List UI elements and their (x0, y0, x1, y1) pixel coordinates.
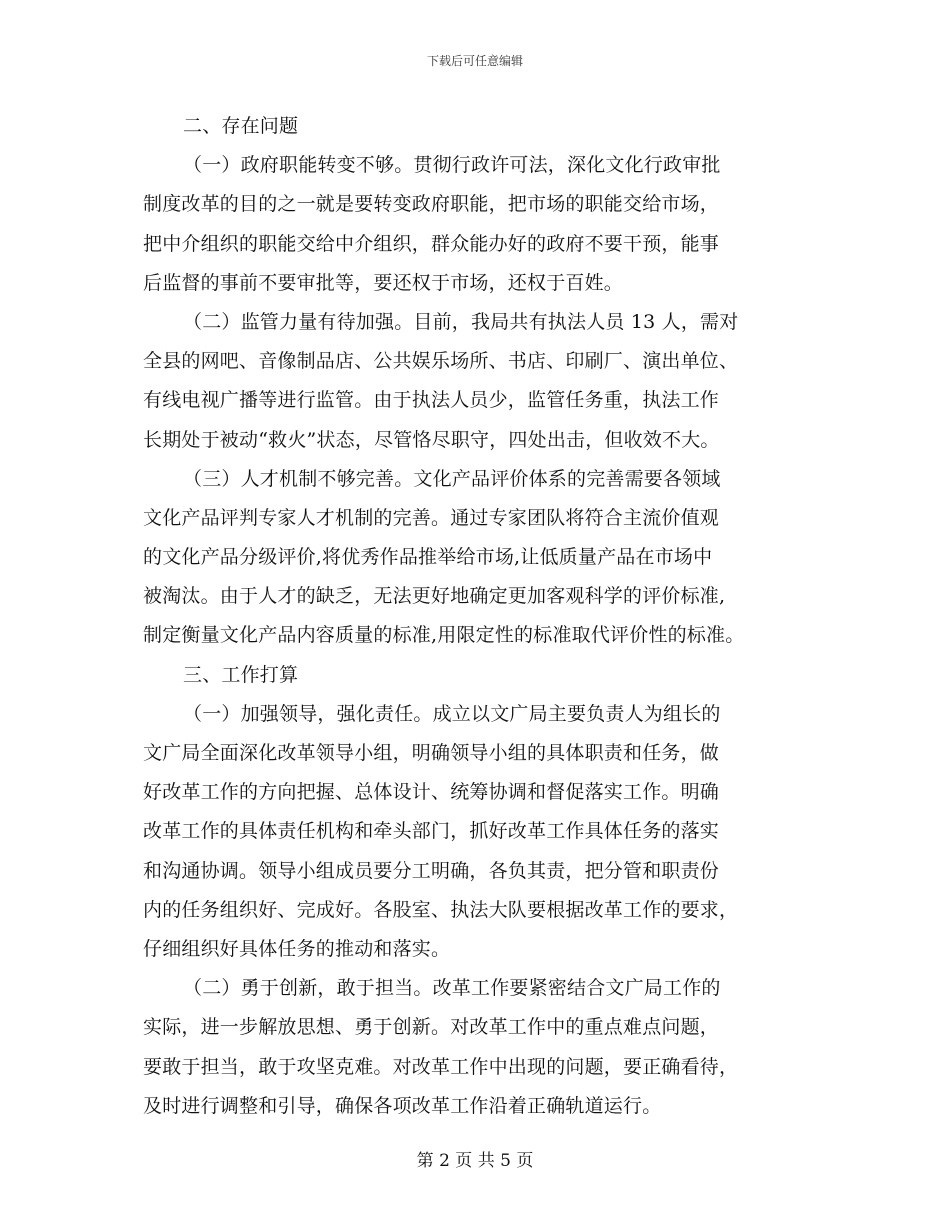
paragraph-line: 被淘汰。由于人才的缺乏，无法更好地确定更加客观科学的评价标准, (143, 585, 726, 608)
paragraph-line: 文化产品评判专家人才机制的完善。通过专家团队将符合主流价值观 (143, 506, 720, 529)
paragraph-line: 实际，进一步解放思想、勇于创新。对改革工作中的重点难点问题， (143, 1016, 720, 1039)
paragraph-line: （一）政府职能转变不够。贯彻行政许可法，深化文化行政审批 (183, 154, 721, 177)
page-header: 下载后可任意编辑 (426, 54, 523, 68)
paragraph-line: （二）监管力量有待加强。目前，我局共有执法人员 13 人，需对 (183, 310, 739, 333)
paragraph-line: 及时进行调整和引导，确保各项改革工作沿着正确轨道运行。 (143, 1094, 662, 1117)
paragraph-line: 后监督的事前不要审批等，要还权于市场，还权于百姓。 (143, 271, 624, 294)
paragraph-line: 要敢于担当，敢于攻坚克难。对改革工作中出现的问题，要正确看待， (143, 1055, 739, 1078)
paragraph-line: 好改革工作的方向把握、总体设计、统筹协调和督促落实工作。明确 (143, 781, 720, 804)
paragraph-line: 改革工作的具体责任机构和牵头部门，抓好改革工作具体任务的落实 (143, 820, 720, 843)
section-heading-problems: 二、存在问题 (183, 115, 299, 137)
paragraph-line: 制度改革的目的之一就是要转变政府职能，把市场的职能交给市场， (143, 193, 720, 216)
paragraph-line: 全县的网吧、音像制品店、公共娱乐场所、书店、印刷厂、演出单位、 (143, 350, 739, 373)
paragraph-line: （二）勇于创新，敢于担当。改革工作要紧密结合文广局工作的 (183, 977, 721, 1000)
paragraph-line: 仔细组织好具体任务的推动和落实。 (143, 937, 451, 960)
page-footer: 第 2 页 共 5 页 (416, 1151, 534, 1171)
paragraph-line: 的文化产品分级评价,将优秀作品推举给市场,让低质量产品在市场中 (143, 546, 713, 569)
paragraph-line: 和沟通协调。领导小组成员要分工明确，各负其责，把分管和职责份 (143, 859, 720, 882)
paragraph-line: （三）人才机制不够完善。文化产品评价体系的完善需要各领域 (183, 467, 721, 490)
paragraph-line: 把中介组织的职能交给中介组织，群众能办好的政府不要干预，能事 (143, 232, 720, 255)
paragraph-line: 长期处于被动“救火”状态，尽管恪尽职守，四处出击，但收效不大。 (143, 428, 720, 451)
section-heading-work-plan: 三、工作打算 (183, 663, 299, 686)
document-body (143, 107, 813, 1126)
paragraph-line: 文广局全面深化改革领导小组，明确领导小组的具体职责和任务，做 (143, 742, 720, 764)
paragraph-line: 有线电视广播等进行监管。由于执法人员少，监管任务重，执法工作 (143, 389, 720, 412)
paragraph-line: 内的任务组织好、完成好。各股室、执法大队要根据改革工作的要求， (143, 898, 739, 921)
paragraph-line: （一）加强领导，强化责任。成立以文广局主要负责人为组长的 (183, 702, 721, 725)
paragraph-line: 制定衡量文化产品内容质量的标准,用限定性的标准取代评价性的标准。 (143, 624, 745, 647)
